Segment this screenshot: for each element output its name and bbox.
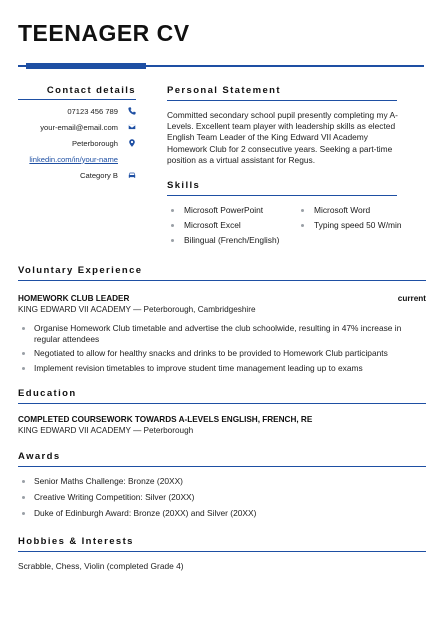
list-item: Organise Homework Club timetable and advertise the club schoolwide, resulting in 47% increase in regular attendees [18, 323, 426, 345]
list-item: Creative Writing Competition: Silver (20XX) [18, 492, 426, 503]
personal-heading-rule [167, 100, 397, 101]
skills-section [167, 180, 402, 247]
job-title: HOMEWORK CLUB LEADER [18, 294, 130, 303]
list-item: Senior Maths Challenge: Bronze (20XX) [18, 476, 426, 487]
education-school: KING EDWARD VII ACADEMY — Peterborough [18, 426, 194, 435]
skills-heading: Skills [167, 180, 201, 191]
skills-heading-rule [167, 195, 397, 196]
list-item: Duke of Edinburgh Award: Bronze (20XX) and Silver (20XX) [18, 508, 426, 519]
contact-linkedin[interactable] [0, 152, 118, 166]
hobbies-heading: Hobbies & Interests [18, 536, 134, 547]
contact-heading: Contact details [46, 85, 136, 96]
phone-icon [128, 107, 136, 115]
awards-section [18, 451, 426, 523]
skill-item: Typing speed 50 W/min [297, 220, 407, 231]
title-accent-bar [26, 63, 146, 69]
contact-licence [6, 168, 136, 182]
map-pin-icon [128, 139, 136, 147]
skill-item: Microsoft Word [297, 205, 407, 216]
skill-item: Microsoft Excel [167, 220, 297, 231]
list-item: Implement revision timetables to improve student time management leading up to exams [18, 363, 426, 374]
voluntary-heading-rule [18, 280, 426, 281]
car-icon [128, 171, 136, 179]
list-item: Negotiated to allow for healthy snacks and drinks to be provided to Homework Club participants [18, 348, 426, 359]
skill-item: Bilingual (French/English) [167, 235, 297, 246]
skills-list [167, 205, 402, 247]
education-course: COMPLETED COURSEWORK TOWARDS A-LEVELS ENGLISH, FRENCH, RE [18, 415, 313, 424]
awards-heading-rule [18, 466, 426, 467]
education-heading-rule [18, 403, 426, 404]
linkedin-link[interactable]: linkedin.com/in/your-name [29, 154, 118, 164]
skill-item: Microsoft PowerPoint [167, 205, 297, 216]
job-organisation: KING EDWARD VII ACADEMY — Peterborough, Cambridgeshire [18, 305, 256, 314]
hobbies-section [18, 536, 426, 572]
contact-heading-rule [18, 99, 136, 100]
voluntary-section [18, 265, 426, 377]
awards-list [18, 476, 426, 520]
job-bullets [18, 323, 426, 374]
phone-text: 07123 456 789 [67, 106, 118, 116]
personal-text: Committed secondary school pupil presently completing my A-Levels. Excellent team player with leadership skills as elected English Team Leader of the King Edward VII Academy Homework Club for 2 consecutive years. Seeking a part-time position as a virtual assistant for Regus. [167, 110, 398, 165]
education-heading: Education [18, 388, 77, 399]
contact-email [6, 120, 136, 134]
email-text[interactable]: your-email@email.com [40, 122, 118, 132]
page-title: TEENAGER CV [18, 20, 190, 46]
licence-text: Category B [80, 170, 118, 180]
contact-location [6, 136, 136, 150]
awards-heading: Awards [18, 451, 61, 462]
personal-heading: Personal Statement [167, 85, 281, 96]
voluntary-heading: Voluntary Experience [18, 265, 143, 276]
location-text: Peterborough [71, 138, 118, 148]
job-header [18, 294, 426, 303]
envelope-icon [128, 123, 136, 131]
hobbies-heading-rule [18, 551, 426, 552]
education-section [18, 388, 426, 435]
contact-section [18, 85, 136, 195]
job-status: current [397, 294, 426, 303]
contact-phone [6, 104, 136, 118]
personal-statement-section [167, 85, 397, 166]
hobbies-text: Scrabble, Chess, Violin (completed Grade 4) [18, 561, 184, 571]
